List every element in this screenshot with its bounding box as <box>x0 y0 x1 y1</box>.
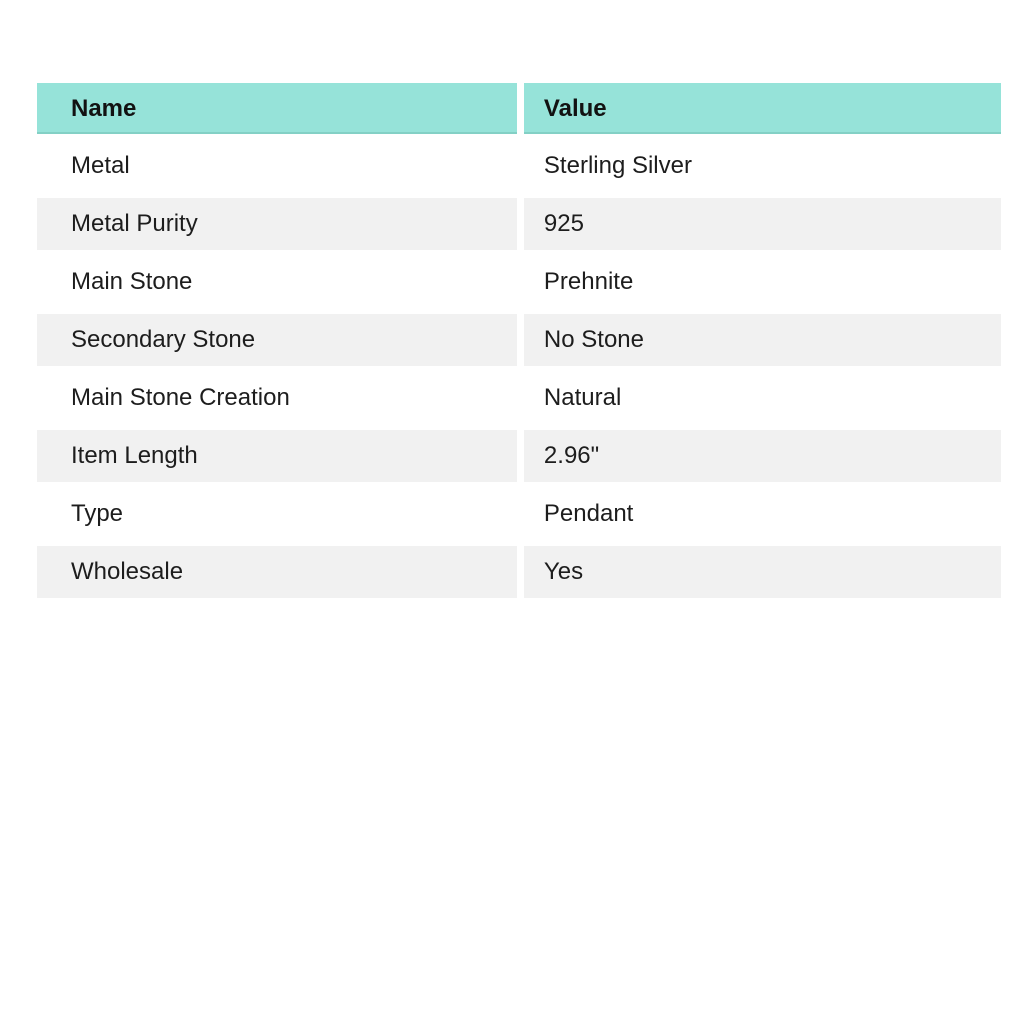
spec-name-cell: Main Stone Creation <box>37 369 521 427</box>
header-row <box>37 83 1001 137</box>
table-row <box>37 369 1001 427</box>
spec-value-cell: 2.96" <box>521 427 1001 485</box>
table-row <box>37 195 1001 253</box>
table-row <box>37 253 1001 311</box>
spec-value-cell: Pendant <box>521 485 1001 543</box>
item-specifics-table <box>37 83 1001 601</box>
spec-name-cell: Main Stone <box>37 253 521 311</box>
spec-name-cell: Secondary Stone <box>37 311 521 369</box>
spec-value-cell: Prehnite <box>521 253 1001 311</box>
spec-value-cell: 925 <box>521 195 1001 253</box>
spec-value-cell: Sterling Silver <box>521 137 1001 195</box>
header-cell-name: Name <box>37 83 521 137</box>
spec-name-cell: Wholesale <box>37 543 521 601</box>
header-cell-value: Value <box>521 83 1001 137</box>
table-row <box>37 543 1001 601</box>
spec-value-cell: Natural <box>521 369 1001 427</box>
table-row <box>37 137 1001 195</box>
spec-value-cell: No Stone <box>521 311 1001 369</box>
table-body <box>37 137 1001 601</box>
table-header <box>37 83 1001 137</box>
spec-name-cell: Type <box>37 485 521 543</box>
table-row <box>37 485 1001 543</box>
table-row <box>37 311 1001 369</box>
spec-value-cell: Yes <box>521 543 1001 601</box>
spec-name-cell: Item Length <box>37 427 521 485</box>
spec-name-cell: Metal Purity <box>37 195 521 253</box>
table-row <box>37 427 1001 485</box>
spec-name-cell: Metal <box>37 137 521 195</box>
